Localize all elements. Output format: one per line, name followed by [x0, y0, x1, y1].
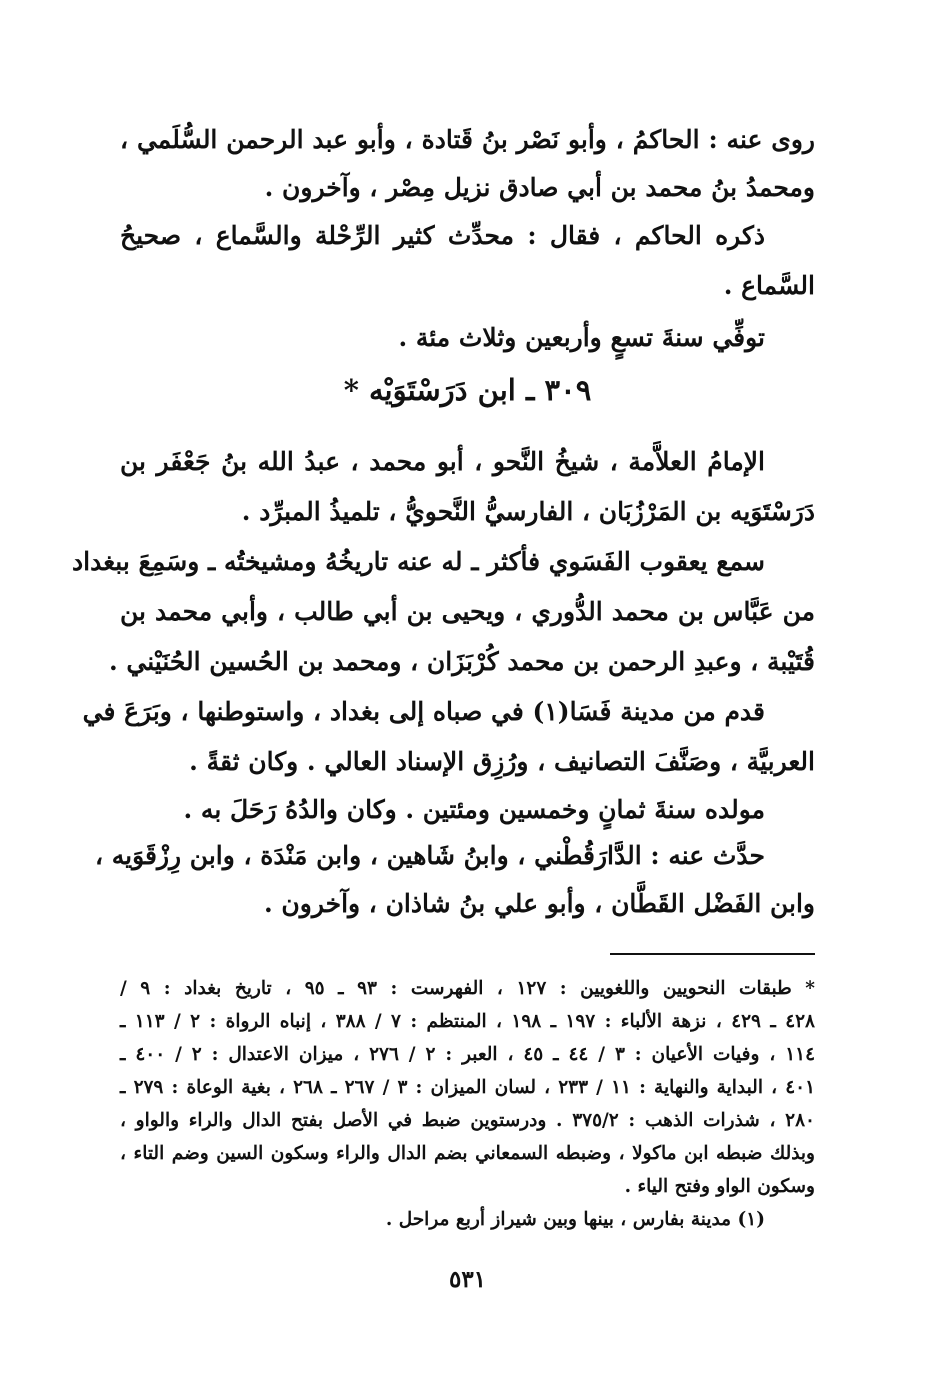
- footnote-line: ٤٠١ ، البداية والنهاية : ١١ / ٢٣٣ ، لسان الميزان : ٣ / ٢٦٧ ـ ٢٦٨ ، بغية الوعاة : ٢٧٩ ـ: [120, 1077, 816, 1098]
- text-line: العربيَّة ، وصَنَّفَ التصانيف ، ورُزِق الإسناد العالي . وكان ثقةً .: [189, 747, 815, 776]
- text-line: توفِّي سنةَ تسعٍ وأربعين وثلاث مئة .: [398, 323, 765, 352]
- text-line: وابن الفَضْل القَطَّان ، وأبو علي بنُ شاذان ، وآخرون .: [263, 889, 815, 918]
- text-line: دَرَسْتَوَيه بن المَرْزُبَان ، الفارسيُّ النَّحويُّ ، تلميذُ المبرِّد .: [241, 497, 815, 526]
- text-line: ومحمدُ بنُ محمد بن أبي صادق نزيل مِصْر ، وآخرون .: [264, 173, 815, 202]
- text-line: ذكره الحاكم ، فقال : محدِّث كثير الرِّحْلة والسَّماع ، صحيحُ: [120, 221, 765, 250]
- text-line: الإمامُ العلاَّمة ، شيخُ النَّحو ، أبو محمد ، عبدُ الله بنُ جَعْفَر بن: [120, 447, 765, 476]
- footnote-separator: [610, 953, 815, 955]
- footnote-line: * طبقات النحويين واللغويين : ١٢٧ ، الفهرست : ٩٣ ـ ٩٥ ، تاريخ بغداد : ٩ /: [120, 978, 815, 999]
- text-line: السَّماع .: [723, 271, 815, 300]
- text-line: من عَبَّاس بن محمد الدُّوري ، ويحيى بن أبي طالب ، وأبي محمد بن: [120, 597, 815, 626]
- footnote-line: وسكون الواو وفتح الياء .: [624, 1176, 815, 1197]
- text-line: مولده سنةَ ثمانٍ وخمسين ومئتين . وكان والدُهُ رَحَلَ به .: [183, 795, 765, 824]
- text-line: سمع يعقوب الفَسَوي فأكثر ـ له عنه تاريخُهُ ومشيختُه ـ وسَمِعَ ببغداد: [72, 547, 765, 576]
- text-line: حدَّث عنه : الدَّارَقُطْني ، وابنُ شَاهين ، وابن مَنْدَة ، وابن رِزْقَوَيه ،: [94, 841, 765, 870]
- footnote-line: وبذلك ضبطه ابن ماكولا ، وضبطه السمعاني بضم الدال والراء وسكون السين وضم التاء ،: [120, 1143, 815, 1164]
- page-number: ٥٣١: [448, 1266, 487, 1293]
- text-line: قدم من مدينة فَسَا(١) في صباه إلى بغداد ، واستوطنها ، وبَرَعَ في: [82, 697, 765, 726]
- text-line: روى عنه : الحاكمُ ، وأبو نَصْر بنُ قَتادة ، وأبو عبد الرحمن السُّلَمي ،: [120, 125, 815, 154]
- text-line: قُتَيْبة ، وعبدِ الرحمن بن محمد كُرْبَزَان ، ومحمد بن الحُسين الحُنَيْني .: [109, 647, 815, 676]
- footnote-line: ١١٤ ، وفيات الأعيان : ٣ / ٤٤ ـ ٤٥ ، العبر : ٢ / ٢٧٦ ، ميزان الاعتدال : ٢ / ٤٠٠ ـ: [120, 1044, 816, 1065]
- entry-heading: ٣٠٩ ـ ابن دَرَسْتَوَيْه *: [343, 373, 592, 407]
- footnote-line: ٢٨٠ ، شذرات الذهب : ٣٧٥/٢ . ودرستوين ضبط في الأصل بفتح الدال والراء والواو ،: [120, 1110, 815, 1131]
- footnote-line: ٤٢٨ ـ ٤٢٩ ، نزهة الألباء : ١٩٧ ـ ١٩٨ ، المنتظم : ٧ / ٣٨٨ ، إنباه الرواة : ٢ / ١١٣ ـ: [120, 1011, 815, 1032]
- footnote-note: (١) مدينة بفارس ، بينها وبين شيراز أربع مراحل .: [385, 1209, 765, 1230]
